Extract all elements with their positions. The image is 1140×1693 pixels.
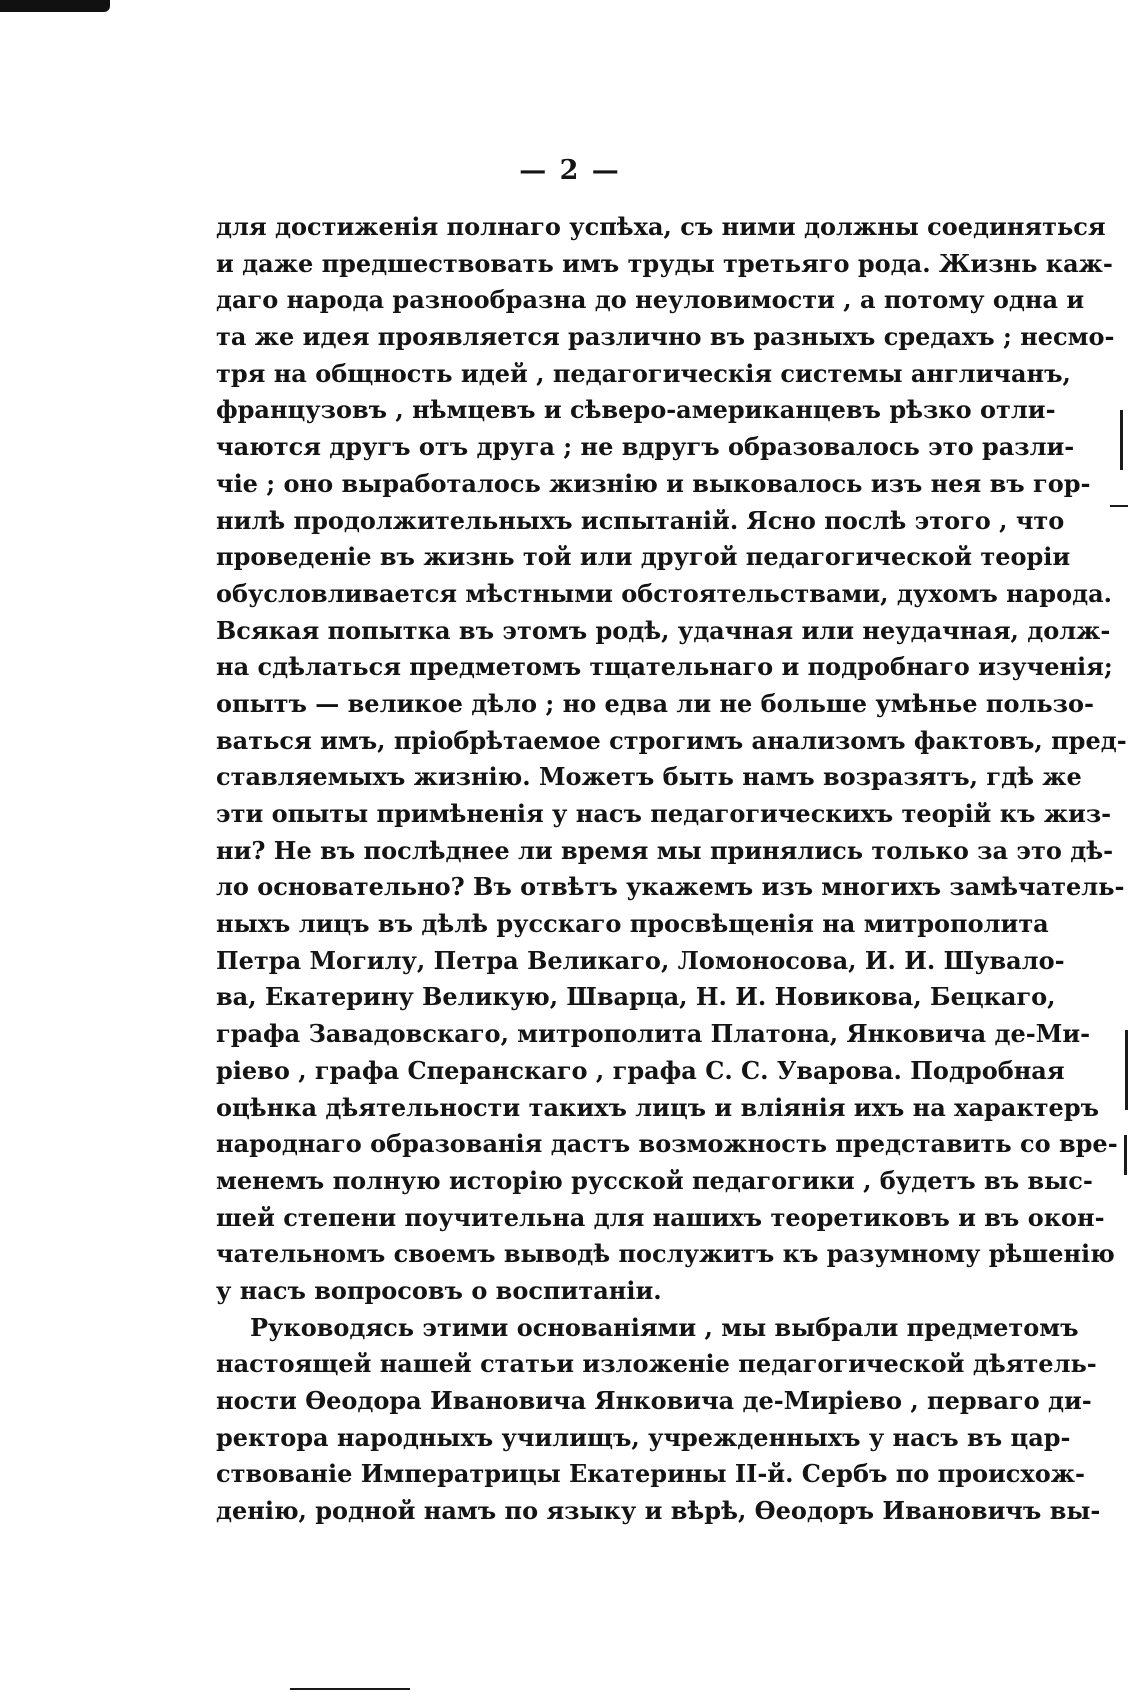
text-line: настоящей нашей статьи изложеніе педагогической дѣятель- bbox=[216, 1349, 1097, 1379]
text-line: шей степени поучительна для нашихъ теоретиковъ и въ окон- bbox=[216, 1202, 1105, 1232]
margin-scan-mark bbox=[1110, 505, 1128, 507]
text-line: нилѣ продолжительныхъ испытаній. Ясно послѣ этого , что bbox=[216, 505, 1065, 535]
text-line: ло основательно? Въ отвѣтъ укажемъ изъ многихъ замѣчатель- bbox=[216, 872, 1125, 902]
text-line: ректора народныхъ училищъ, учрежденныхъ у насъ въ цар- bbox=[216, 1422, 1071, 1452]
text-line: ріево , графа Сперанскаго , графа С. С. Уварова. Подробная bbox=[216, 1055, 1065, 1085]
text-line: и даже предшествовать имъ труды третьяго рода. Жизнь каж- bbox=[216, 248, 1113, 278]
text-line: народнаго образованія дастъ возможность представить со вре- bbox=[216, 1129, 1118, 1159]
text-line: та же идея проявляется различно въ разныхъ средахъ ; несмо- bbox=[216, 322, 1115, 352]
bottom-scan-line bbox=[290, 1688, 410, 1690]
text-line: ваться имъ, пріобрѣтаемое строгимъ анализомъ фактовъ, пред- bbox=[216, 725, 1127, 755]
text-line: оцѣнка дѣятельности такихъ лицъ и вліянія ихъ на характеръ bbox=[216, 1092, 1100, 1122]
text-line: для достиженія полнаго успѣха, съ ними должны соединяться bbox=[216, 212, 1106, 241]
body-text bbox=[216, 209, 1127, 1530]
text-line: ставляемыхъ жизнію. Можетъ быть намъ возразятъ, гдѣ же bbox=[216, 762, 1082, 792]
text-line: эти опыты примѣненія у насъ педагогическихъ теорій къ жиз- bbox=[216, 799, 1112, 828]
text-line: ствованіе Императрицы Екатерины II-й. Сербъ по происхож- bbox=[216, 1459, 1085, 1489]
text-line: опытъ — великое дѣло ; но едва ли не больше умѣнье пользо- bbox=[216, 688, 1094, 718]
margin-scan-mark bbox=[1124, 1135, 1127, 1175]
text-line: денію, родной намъ по языку и вѣрѣ, Ѳеодоръ Ивановичъ вы- bbox=[216, 1496, 1101, 1526]
text-line: ности Ѳеодора Ивановича Янковича де-Миріево , перваго ди- bbox=[216, 1386, 1092, 1415]
text-line: ва, Екатерину Великую, Шварца, Н. И. Новикова, Бецкаго, bbox=[216, 982, 1056, 1012]
text-line: тря на общность идей , педагогическія системы англичанъ, bbox=[216, 358, 1071, 388]
text-line: чаются другъ отъ друга ; не вдругъ образовалось это разли- bbox=[216, 432, 1075, 462]
text-line: менемъ полную исторію русской педагогики , будетъ въ выс- bbox=[216, 1165, 1093, 1195]
text-line: французовъ , нѣмцевъ и сѣверо-американцевъ рѣзко отли- bbox=[216, 395, 1056, 425]
text-line: чіе ; оно выработалось жизнію и выковалось изъ нея въ гор- bbox=[216, 468, 1091, 498]
text-line: обусловливается мѣстными обстоятельствами, духомъ народа. bbox=[216, 578, 1112, 608]
margin-scan-mark bbox=[1120, 410, 1123, 470]
text-line: на сдѣлаться предметомъ тщательнаго и подробнаго изученія; bbox=[216, 652, 1113, 682]
paragraph-start-line: Руководясь этими основаніями , мы выбрали предметомъ bbox=[250, 1312, 1079, 1342]
page-number: — 2 — bbox=[519, 155, 621, 186]
text-line: ни? Не въ послѣднее ли время мы принялись только за это дѣ- bbox=[216, 835, 1114, 865]
text-line: Всякая попытка въ этомъ родѣ, удачная или неудачная, долж- bbox=[216, 615, 1111, 645]
text-line: Петра Могилу, Петра Великаго, Ломоносова, И. И. Шувало- bbox=[216, 945, 1065, 975]
paragraph-end-line: у насъ вопросовъ о воспитаніи. bbox=[216, 1275, 662, 1305]
corner-ink-mark bbox=[0, 0, 110, 12]
text-line: чательномъ своемъ выводѣ послужитъ къ разумному рѣшенію bbox=[216, 1239, 1115, 1269]
text-line: проведеніе въ жизнь той или другой педагогической теоріи bbox=[216, 542, 1071, 572]
text-line: ныхъ лицъ въ дѣлѣ русскаго просвѣщенія на митрополита bbox=[216, 909, 1049, 939]
text-line: даго народа разнообразна до неуловимости , а потому одна и bbox=[216, 285, 1085, 315]
margin-scan-mark bbox=[1125, 1030, 1128, 1110]
text-line: графа Завадовскаго, митрополита Платона, Янковича де-Ми- bbox=[216, 1019, 1091, 1049]
